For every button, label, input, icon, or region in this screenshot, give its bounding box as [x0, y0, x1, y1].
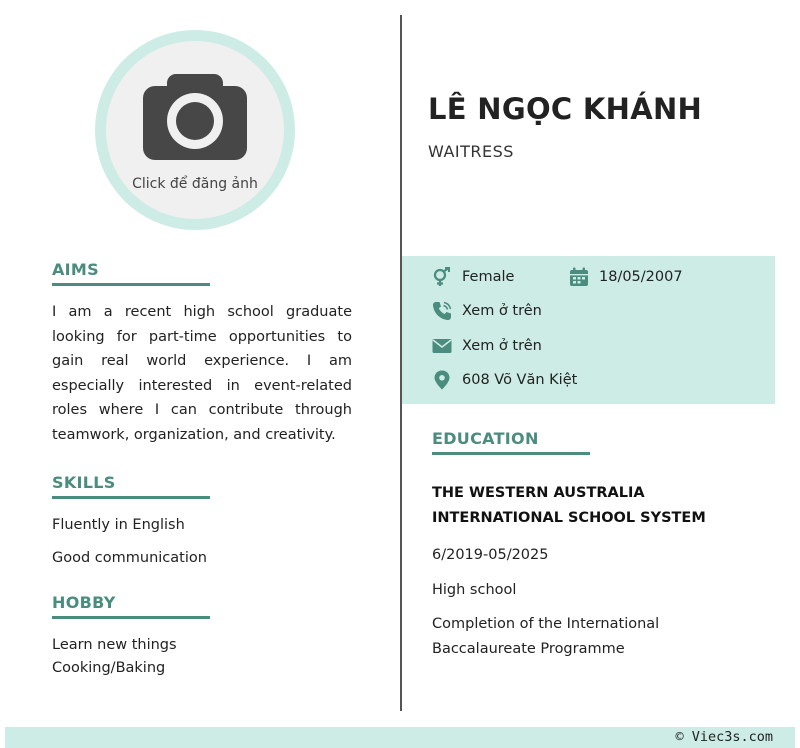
skills-rule — [52, 496, 210, 499]
gender-row — [432, 267, 514, 287]
gender-value: Female — [462, 269, 515, 285]
photo-upload[interactable] — [95, 30, 295, 230]
birthday-value: 18/05/2007 — [599, 269, 683, 285]
gender-icon — [432, 267, 452, 287]
skill-item: Good communication — [52, 550, 207, 566]
aims-rule — [52, 283, 210, 286]
photo-upload-label: Click để đăng ảnh — [132, 176, 258, 192]
education-detail-line: Baccalaureate Programme — [432, 641, 625, 657]
camera-icon — [141, 66, 249, 162]
phone-icon — [432, 301, 452, 321]
calendar-icon — [569, 267, 589, 287]
email-row — [432, 336, 542, 356]
birthday-row — [569, 267, 683, 287]
phone-value: Xem ở trên — [462, 303, 542, 319]
email-value: Xem ở trên — [462, 338, 542, 354]
candidate-name: LÊ NGỌC KHÁNH — [428, 92, 703, 126]
education-period: 6/2019-05/2025 — [432, 547, 549, 563]
school-name-line: THE WESTERN AUSTRALIA — [432, 485, 645, 501]
address-value: 608 Võ Văn Kiệt — [462, 372, 578, 388]
skills-section — [52, 473, 352, 566]
phone-row — [432, 301, 542, 321]
aims-text: I am a recent high school graduate looking for part-time opportunities to gain real world experience. I am especially interested in event-related roles where I can contribute through teamwork, organization, and creativity. — [52, 304, 352, 443]
hobby-title: HOBBY — [52, 593, 116, 612]
photo-placeholder[interactable] — [106, 41, 284, 219]
contact-info-band — [402, 256, 775, 404]
address-row — [432, 370, 577, 390]
education-level: High school — [432, 582, 517, 598]
footer-copyright: © Viec3s.com — [675, 729, 773, 745]
hobby-rule — [52, 616, 210, 619]
job-title: WAITRESS — [428, 142, 514, 161]
hobby-item: Learn new things — [52, 637, 177, 653]
skills-title: SKILLS — [52, 473, 116, 492]
education-detail-line: Completion of the International — [432, 616, 660, 632]
education-rule — [432, 452, 590, 455]
education-title: EDUCATION — [432, 429, 539, 448]
envelope-icon — [432, 336, 452, 356]
footer-bar — [5, 727, 795, 748]
aims-section — [52, 260, 352, 448]
education-section — [432, 429, 762, 662]
school-name-line: INTERNATIONAL SCHOOL SYSTEM — [432, 510, 706, 526]
location-pin-icon — [432, 370, 452, 390]
aims-title: AIMS — [52, 260, 99, 279]
education-detail — [432, 612, 762, 662]
school-name — [432, 481, 762, 531]
hobby-section — [52, 593, 352, 676]
hobby-item: Cooking/Baking — [52, 660, 166, 676]
skill-item: Fluently in English — [52, 517, 185, 533]
